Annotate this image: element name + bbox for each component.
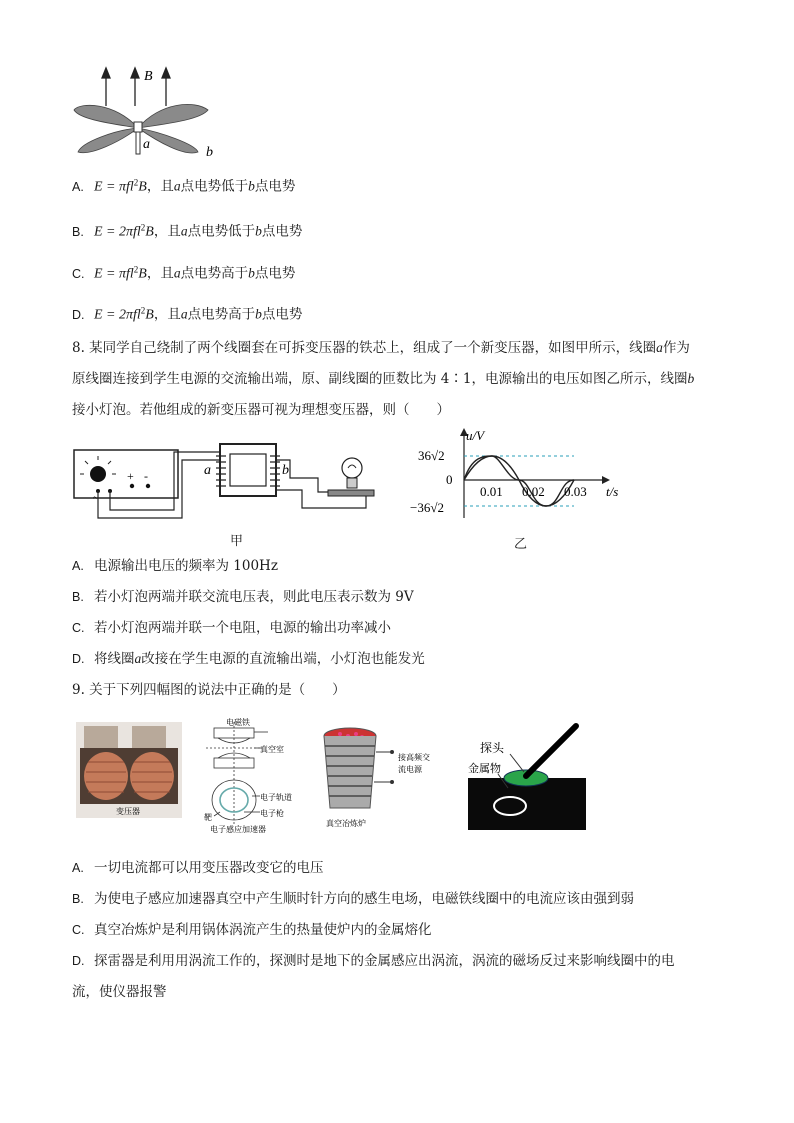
fig2-label-target: 靶 — [204, 813, 212, 822]
q9-option-d[interactable]: D. 探雷器是利用用涡流工作的，探测时是地下的金属感应出涡流，涡流的磁场反过来影响线圈中的电 — [72, 953, 675, 969]
fig2-label-vacuum: 真空室 — [260, 745, 284, 754]
fig2-label-orbit: 电子轨道 — [260, 793, 292, 802]
q9-option-c[interactable]: C. 真空冶炼炉是利用锅体涡流产生的热量使炉内的金属熔化 — [72, 922, 432, 938]
q9-stem: 9. 关于下列四幅图的说法中正确的是（ ） — [72, 682, 346, 698]
fig3-label-2: 流电源 — [398, 765, 422, 774]
plus-label: + — [127, 469, 134, 483]
figure-yi-caption: 乙 — [514, 537, 528, 552]
vacuum-furnace-diagram — [316, 722, 456, 832]
tilde-label: ~ — [93, 493, 99, 504]
q8-stem-line2: 原线圈连接到学生电源的交流输出端，原、副线圈的匝数比为 4∶1，电源输出的电压如图乙所示，线圈b — [72, 371, 695, 387]
minus-label: - — [144, 469, 148, 483]
q8-stem-line3: 接小灯泡。若他组成的新变压器可视为理想变压器，则（ ） — [72, 402, 450, 418]
q8-option-b[interactable]: B. 若小灯泡两端并联交流电压表，则此电压表示数为 9V — [72, 589, 414, 605]
q7-option-a[interactable]: A. E = πfl$^2$B，且a点电势低于b点电势 — [72, 177, 296, 195]
origin-label: 0 — [446, 472, 453, 487]
ymax-label: 36√2 — [418, 448, 445, 463]
coil-b-label: b — [282, 463, 289, 478]
fig4-label-probe: 探头 — [480, 741, 505, 755]
fig3-caption: 真空冶炼炉 — [326, 819, 366, 828]
ylabel: u/V — [466, 428, 485, 443]
tick-003: 0.03 — [564, 484, 587, 499]
q8-option-a[interactable]: A. 电源输出电压的频率为 100Hz — [72, 558, 278, 574]
fig2-label-gun: 电子枪 — [260, 809, 284, 818]
label-a: a — [143, 137, 150, 152]
figure-jia-caption: 甲 — [230, 534, 244, 549]
metal-detector-diagram — [468, 718, 586, 834]
fig1-caption: 变压器 — [116, 807, 140, 816]
betatron-diagram — [196, 716, 308, 836]
q9-option-b[interactable]: B. 为使电子感应加速器真空中产生顺时针方向的感生电场，电磁铁线圈中的电流应该由强到弱 — [72, 891, 634, 907]
q8-stem-line1: 8. 某同学自己绕制了两个线圈套在可拆变压器的铁芯上，组成了一个新变压器，如图甲所示，线圈a作为 — [72, 340, 690, 356]
q9-option-a[interactable]: A. 一切电流都可以用变压器改变它的电压 — [72, 860, 324, 876]
q7-option-c[interactable]: C. E = πfl$^2$B，且a点电势高于b点电势 — [72, 264, 296, 282]
fig3-label-1: 接高频交 — [398, 753, 430, 762]
q8-option-c[interactable]: C. 若小灯泡两端并联一个电阻，电源的输出功率减小 — [72, 620, 391, 636]
tick-002: 0.02 — [522, 484, 545, 499]
transformer-photo — [76, 722, 182, 818]
fan-blade-figure — [70, 62, 230, 162]
q9-option-d-cont: 流，使仪器报警 — [72, 984, 167, 1000]
fig2-label-electromagnet: 电磁铁 — [226, 718, 250, 727]
q7-option-b[interactable]: B. E = 2πfl$^2$B，且a点电势低于b点电势 — [72, 222, 303, 240]
q7-option-d[interactable]: D. E = 2πfl$^2$B，且a点电势高于b点电势 — [72, 305, 303, 323]
q8-option-d[interactable]: D. 将线圈a改接在学生电源的直流输出端，小灯泡也能发光 — [72, 651, 425, 667]
ymin-label: −36√2 — [410, 500, 444, 515]
xlabel: t/s — [606, 484, 619, 499]
label-B: B — [144, 69, 153, 84]
fig2-caption: 电子感应加速器 — [210, 825, 266, 834]
fig4-label-metal: 金属物 — [468, 763, 501, 775]
coil-a-label: a — [204, 463, 211, 478]
voltage-graph — [408, 426, 630, 522]
svg-text:u/V — [466, 428, 486, 443]
transformer-circuit-figure — [70, 438, 390, 530]
tick-001: 0.01 — [480, 484, 503, 499]
label-b: b — [206, 145, 213, 160]
